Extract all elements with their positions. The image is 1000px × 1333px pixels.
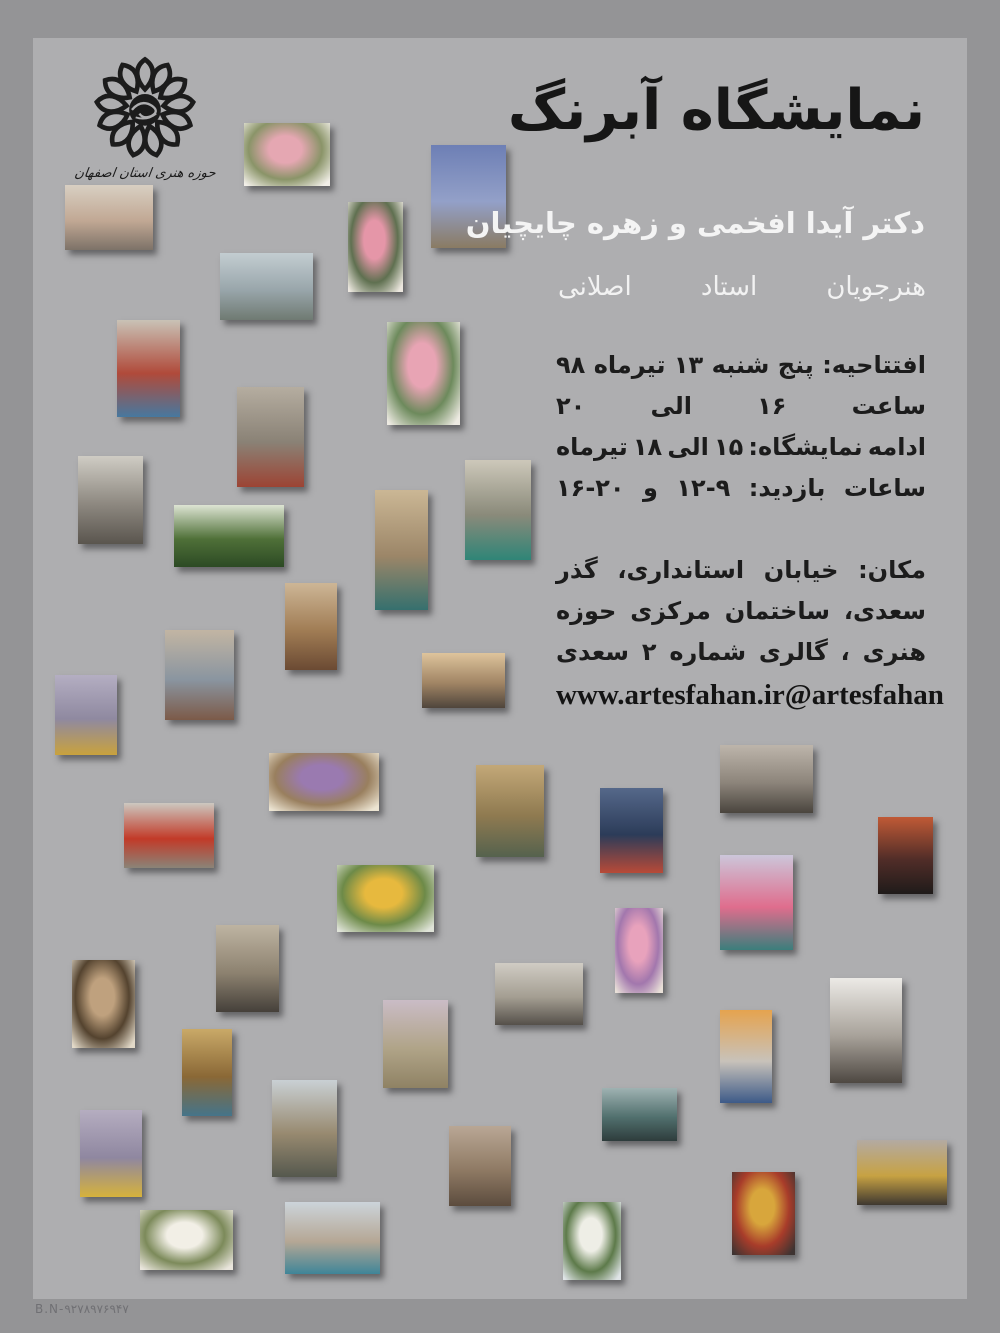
painting-paris-eiffel-street: [117, 320, 180, 417]
painting-sunset-sail-harbor: [720, 1010, 772, 1103]
painting-city-bridge-boats: [220, 253, 313, 320]
painting-gray-harbor-figures: [495, 963, 583, 1025]
painting-venice-canal-sepia: [285, 583, 337, 670]
painting-white-tulips: [563, 1202, 621, 1280]
location-line-2: سعدی، ساختمان مرکزی حوزه: [556, 597, 926, 625]
painting-dark-harbor-boats: [602, 1088, 677, 1141]
painting-dried-flowers: [72, 960, 135, 1048]
painting-rainy-night-street: [600, 788, 663, 873]
painting-still-life-bowls: [269, 753, 379, 811]
painting-yellow-roses: [337, 865, 434, 932]
painting-misty-city-boats: [216, 925, 279, 1012]
schedule-block: [556, 351, 926, 515]
opening-hours-line: ساعت ۱۶ الی ۲۰: [556, 392, 926, 420]
painting-pale-bridge-cars: [383, 1000, 448, 1088]
painting-canal-red-boat: [237, 387, 304, 487]
painting-church-gold-interior: [732, 1172, 795, 1255]
artists-names: دکتر آیدا افخمی و زهره چایچیان: [465, 206, 925, 240]
painting-arcade-canal-boats: [720, 745, 813, 813]
painting-white-daisies: [140, 1210, 233, 1270]
painting-old-town-gate: [165, 630, 234, 720]
painting-moulin-rouge-street: [124, 803, 214, 868]
opening-date-line: افتتاحیه: پنج شنبه ۱۳ تیرماه ۹۸: [556, 351, 926, 379]
painting-village-pond-carousel: [272, 1080, 337, 1177]
org-logo: [40, 52, 250, 181]
duration-line: ادامه نمایشگاه: ۱۵ الی ۱۸ تیرماه: [556, 433, 926, 461]
painting-golden-alley: [182, 1029, 232, 1116]
painting-blossom-golden-dome: [720, 855, 793, 950]
painting-mosque-harbor-boats: [285, 1202, 380, 1274]
painting-pink-roses: [348, 202, 403, 292]
print-code: B.N-۹۲۷۸۹۷۶۹۴۷: [35, 1302, 129, 1316]
hozeh-honari-flower-icon: [40, 52, 250, 164]
painting-purple-dome-church: [55, 675, 117, 755]
painting-crimson-storm-gondolas: [878, 817, 933, 894]
painting-storm-lighthouse: [830, 978, 902, 1083]
org-name: حوزه هنری استان اصفهان: [73, 166, 217, 181]
painting-pine-forest: [174, 505, 284, 567]
painting-golden-street-figures: [476, 765, 544, 857]
painting-pink-daisy-bouquet: [615, 908, 663, 993]
painting-sunset-bridge-river: [422, 653, 505, 708]
painting-sepia-city-dome: [65, 185, 153, 250]
painting-teal-bridge-town: [465, 460, 531, 560]
website-line: www.artesfahan.ir @artesfahan: [556, 679, 944, 711]
painting-sepia-alley-figures: [449, 1126, 511, 1206]
location-line-3: هنری ، گالری شماره ۲ سعدی: [556, 638, 926, 666]
painting-smoky-cathedral: [78, 456, 143, 544]
visiting-hours-line: ساعات بازدید: ۱۲-۹ و ۱۶-۲۰: [556, 474, 926, 502]
location-line-1: مکان: خیابان استانداری، گذر: [556, 556, 926, 584]
painting-prague-golden-dome: [857, 1140, 947, 1205]
painting-cathedral-yellow-cabs: [80, 1110, 142, 1197]
painting-blossom-vase: [387, 322, 460, 425]
painting-street-teal-dome: [375, 490, 428, 610]
exhibition-title: نمایشگاه آبرنگ: [507, 78, 925, 143]
students-line: هنرجویان استاد اصلانی: [558, 272, 926, 302]
painting-rose-bouquet: [244, 123, 330, 186]
location-block: [556, 556, 926, 679]
